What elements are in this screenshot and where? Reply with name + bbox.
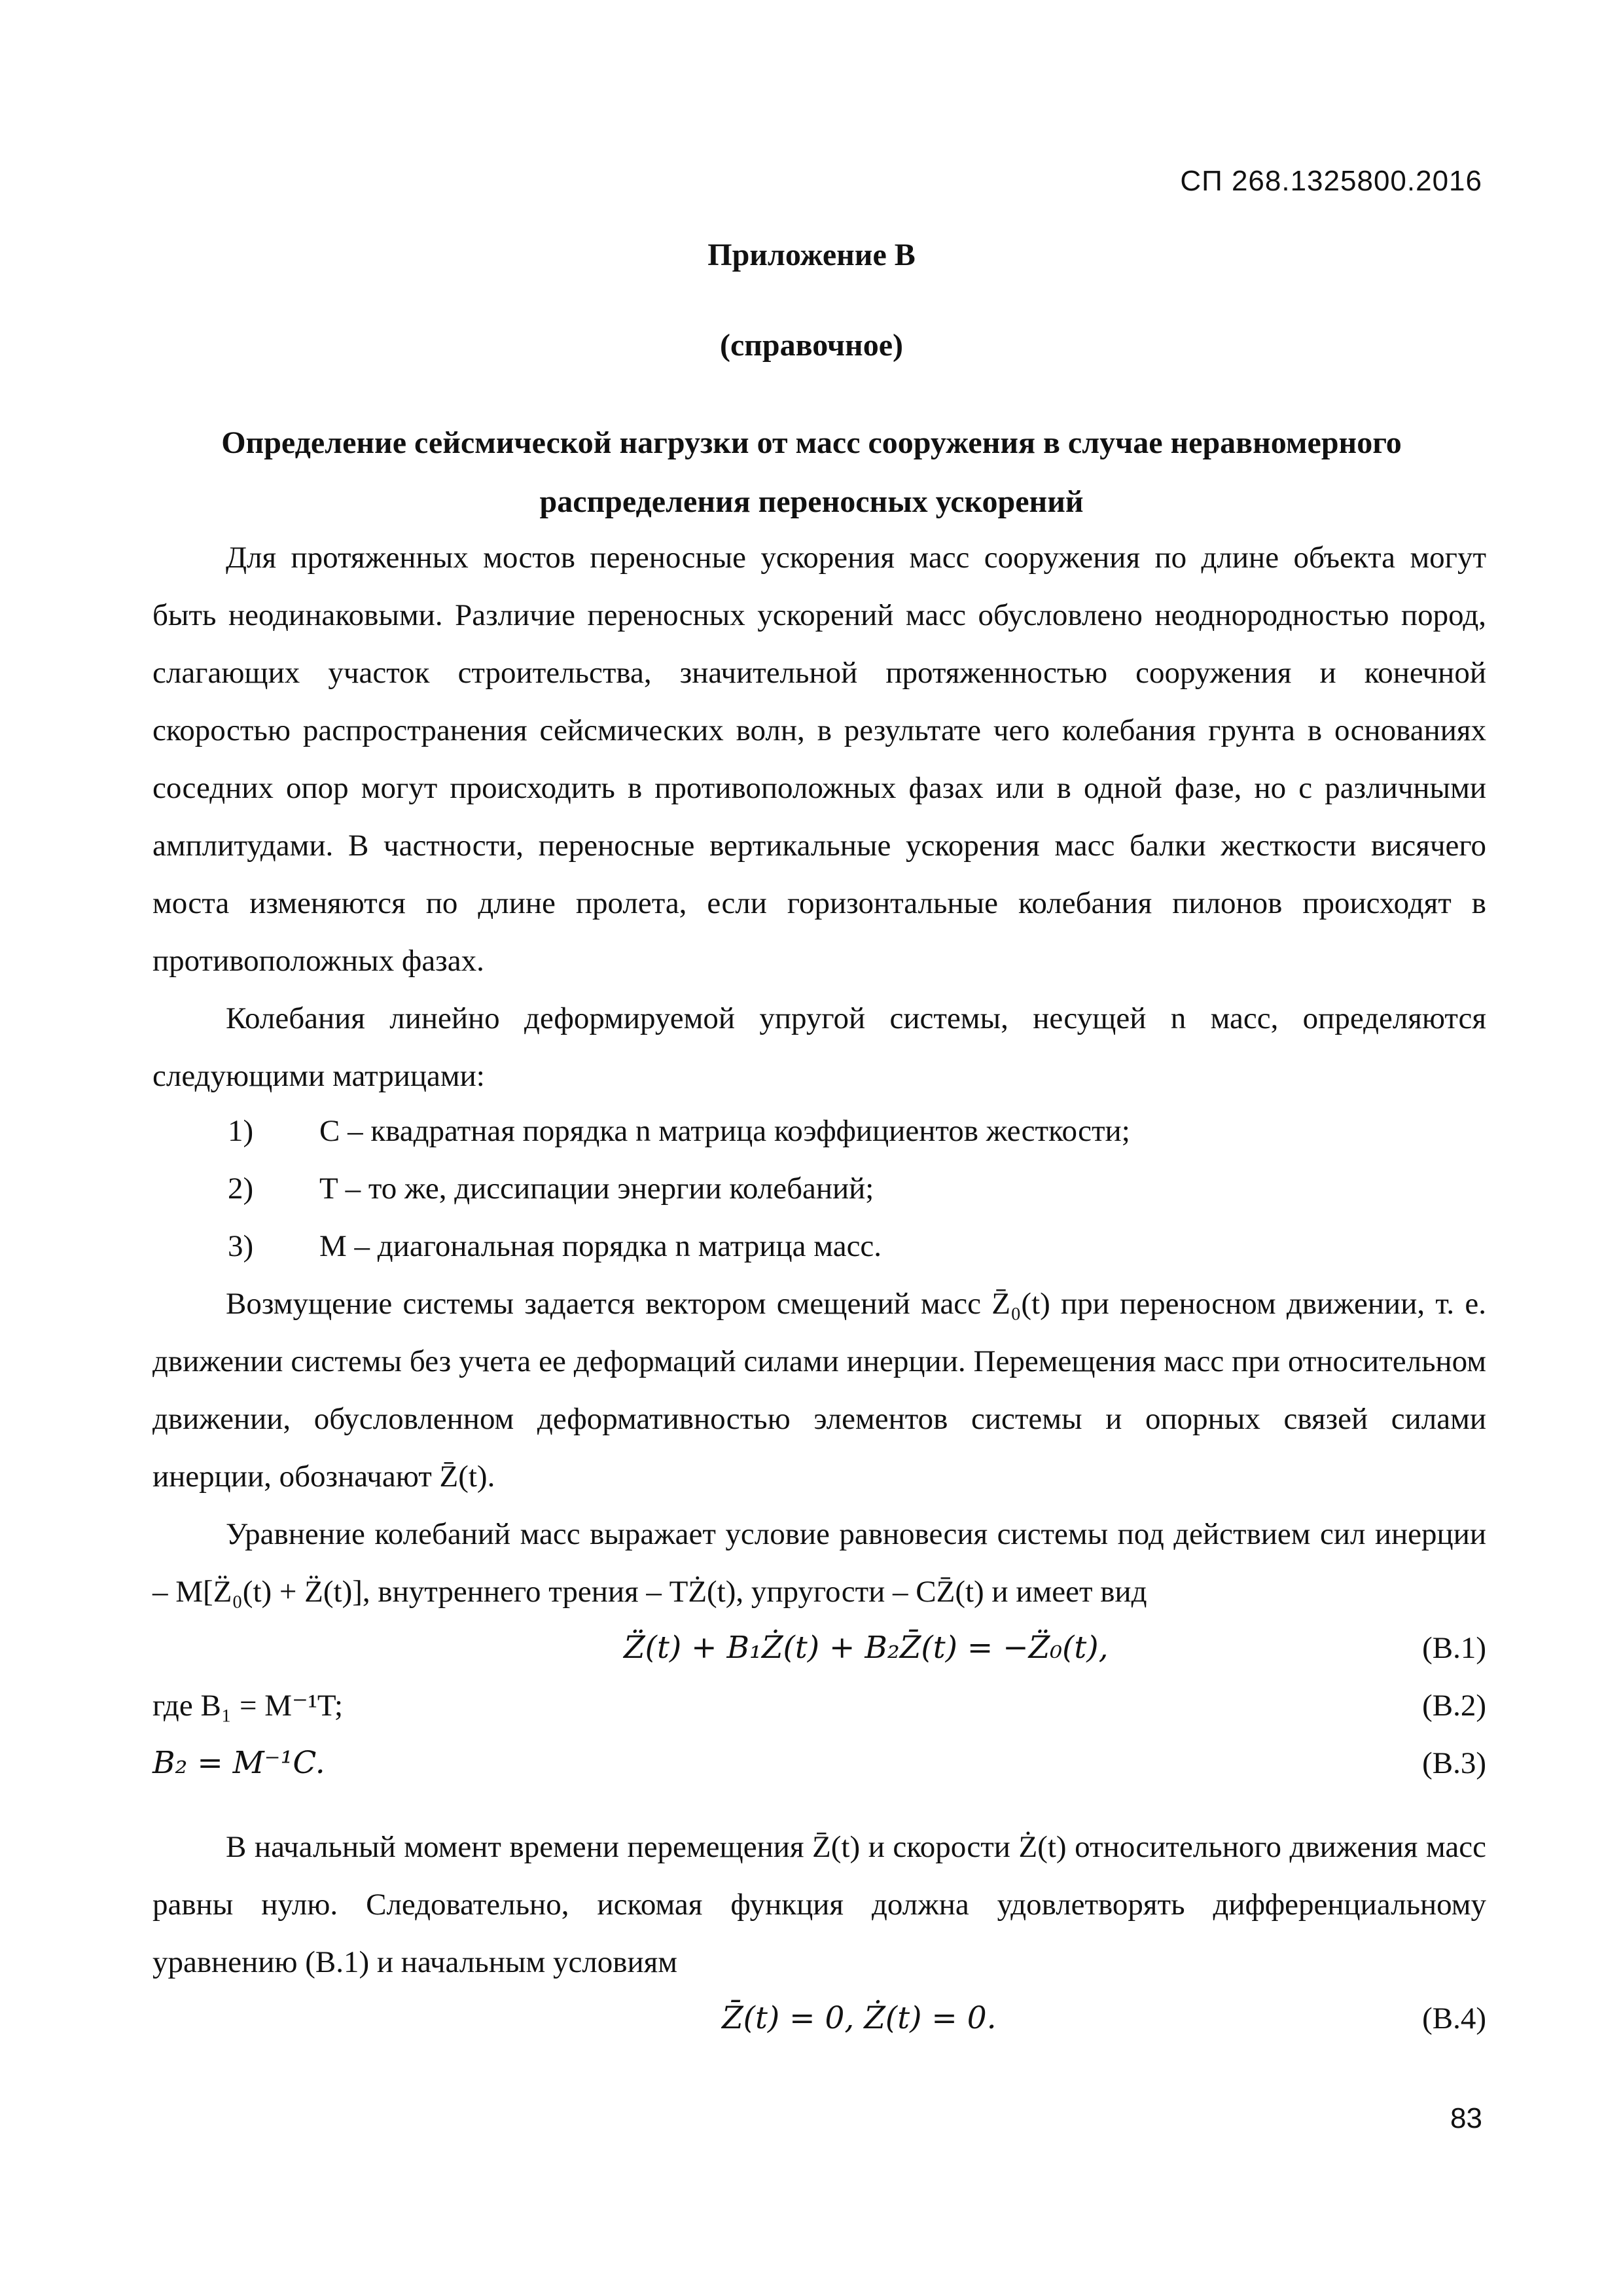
paragraph-4-block (152, 1505, 1486, 1621)
heading-line-1: Определение сейсмической нагрузки от масс сооружения в случае неравномерного (221, 425, 1402, 460)
formula-b3-label: (В.3) (1422, 1746, 1486, 1780)
paragraph-2: Колебания линейно деформируемой упругой системы, несущей n масс, определяются следующими матрицами: (152, 1001, 1486, 1093)
formula-b1 (152, 1619, 1486, 1677)
formula-b2 (152, 1677, 1486, 1734)
appendix-subtitle: (справочное) (719, 328, 903, 363)
formula-b2-expression: где B₁ = M⁻¹T; (152, 1689, 344, 1723)
formula-b4-label: (В.4) (1422, 2001, 1486, 2036)
document-code: СП 268.1325800.2016 (1180, 165, 1482, 197)
paragraph-5: В начальный момент времени перемещения Z̄(t) и скорости Ż(t) относительного движения масс равны нулю. Следовательно, искомая функция должна удовлетворять дифференциальному уравнению (В.1) и начальным условиям (152, 1830, 1486, 1979)
heading-line-2: распределения переносных ускорений (539, 484, 1084, 519)
formula-b3-expression: B₂ = M⁻¹C. (152, 1745, 325, 1781)
formula-b4-expression: Z̄(t) = 0, Ż(t) = 0. (722, 2000, 997, 2036)
list-item (152, 1217, 1486, 1275)
appendix-title: Приложение В (707, 238, 916, 272)
formula-b1-expression: Z̈(t) + B₁Ż(t) + B₂Z̄(t) = −Z̈₀(t), (624, 1630, 1109, 1666)
list-item-text: T – то же, диссипации энергии колебаний; (319, 1172, 874, 1206)
appendix-heading (0, 414, 1623, 531)
page-number: 83 (1450, 2102, 1482, 2134)
paragraph-3: Возмущение системы задается вектором смещений масс Z̄₀(t) при переносном движении, т. е. движении системы без учета ее деформаций силами инерции. Перемещения масс при относительном движении, обусловленном деформативностью элементов системы и опорных связей силами инерции, обозначают Z̄(t). (152, 1287, 1486, 1494)
list-item (152, 1102, 1486, 1160)
paragraph-3-block (152, 1275, 1486, 1505)
paragraph-2-block (152, 990, 1486, 1105)
paragraph-4: Уравнение колебаний масс выражает условие равновесия системы под действием сил инерции – M[Z̈₀(t) + Z̈(t)], внутреннего трения – TŻ(t), упругости – CZ̄(t) и имеет вид (152, 1517, 1486, 1609)
list-item-number: 3) (228, 1229, 254, 1263)
paragraph-1: Для протяженных мостов переносные ускорения масс сооружения по длине объекта могут быть неодинаковыми. Различие переносных ускорений масс обусловлено неоднородностью пород, слагающих участок строительства, значительной протяженностью сооружения и конечной скоростью распространения сейсмических волн, в результате чего колебания грунта в основаниях соседних опор могут происходить в противоположных фазах или в одной фазе, но с различными амплитудами. В частности, переносные вертикальные ускорения масс балки жесткости висячего моста изменяются по длине пролета, если горизонтальные колебания пилонов происходят в противоположных фазах. (152, 541, 1486, 978)
list-item (152, 1160, 1486, 1217)
matrix-list (152, 1102, 1486, 1275)
formula-b3 (152, 1734, 1486, 1792)
paragraph-5-block (152, 1818, 1486, 1991)
list-item-number: 2) (228, 1172, 254, 1206)
list-item-text: C – квадратная порядка n матрица коэффициентов жесткости; (319, 1114, 1130, 1148)
paragraph-1-block (152, 529, 1486, 990)
list-item-number: 1) (228, 1114, 254, 1148)
list-item-text: M – диагональная порядка n матрица масс. (319, 1229, 882, 1263)
formula-b2-label: (В.2) (1422, 1689, 1486, 1723)
formula-b1-label: (В.1) (1422, 1631, 1486, 1665)
formula-b4 (152, 1990, 1486, 2047)
